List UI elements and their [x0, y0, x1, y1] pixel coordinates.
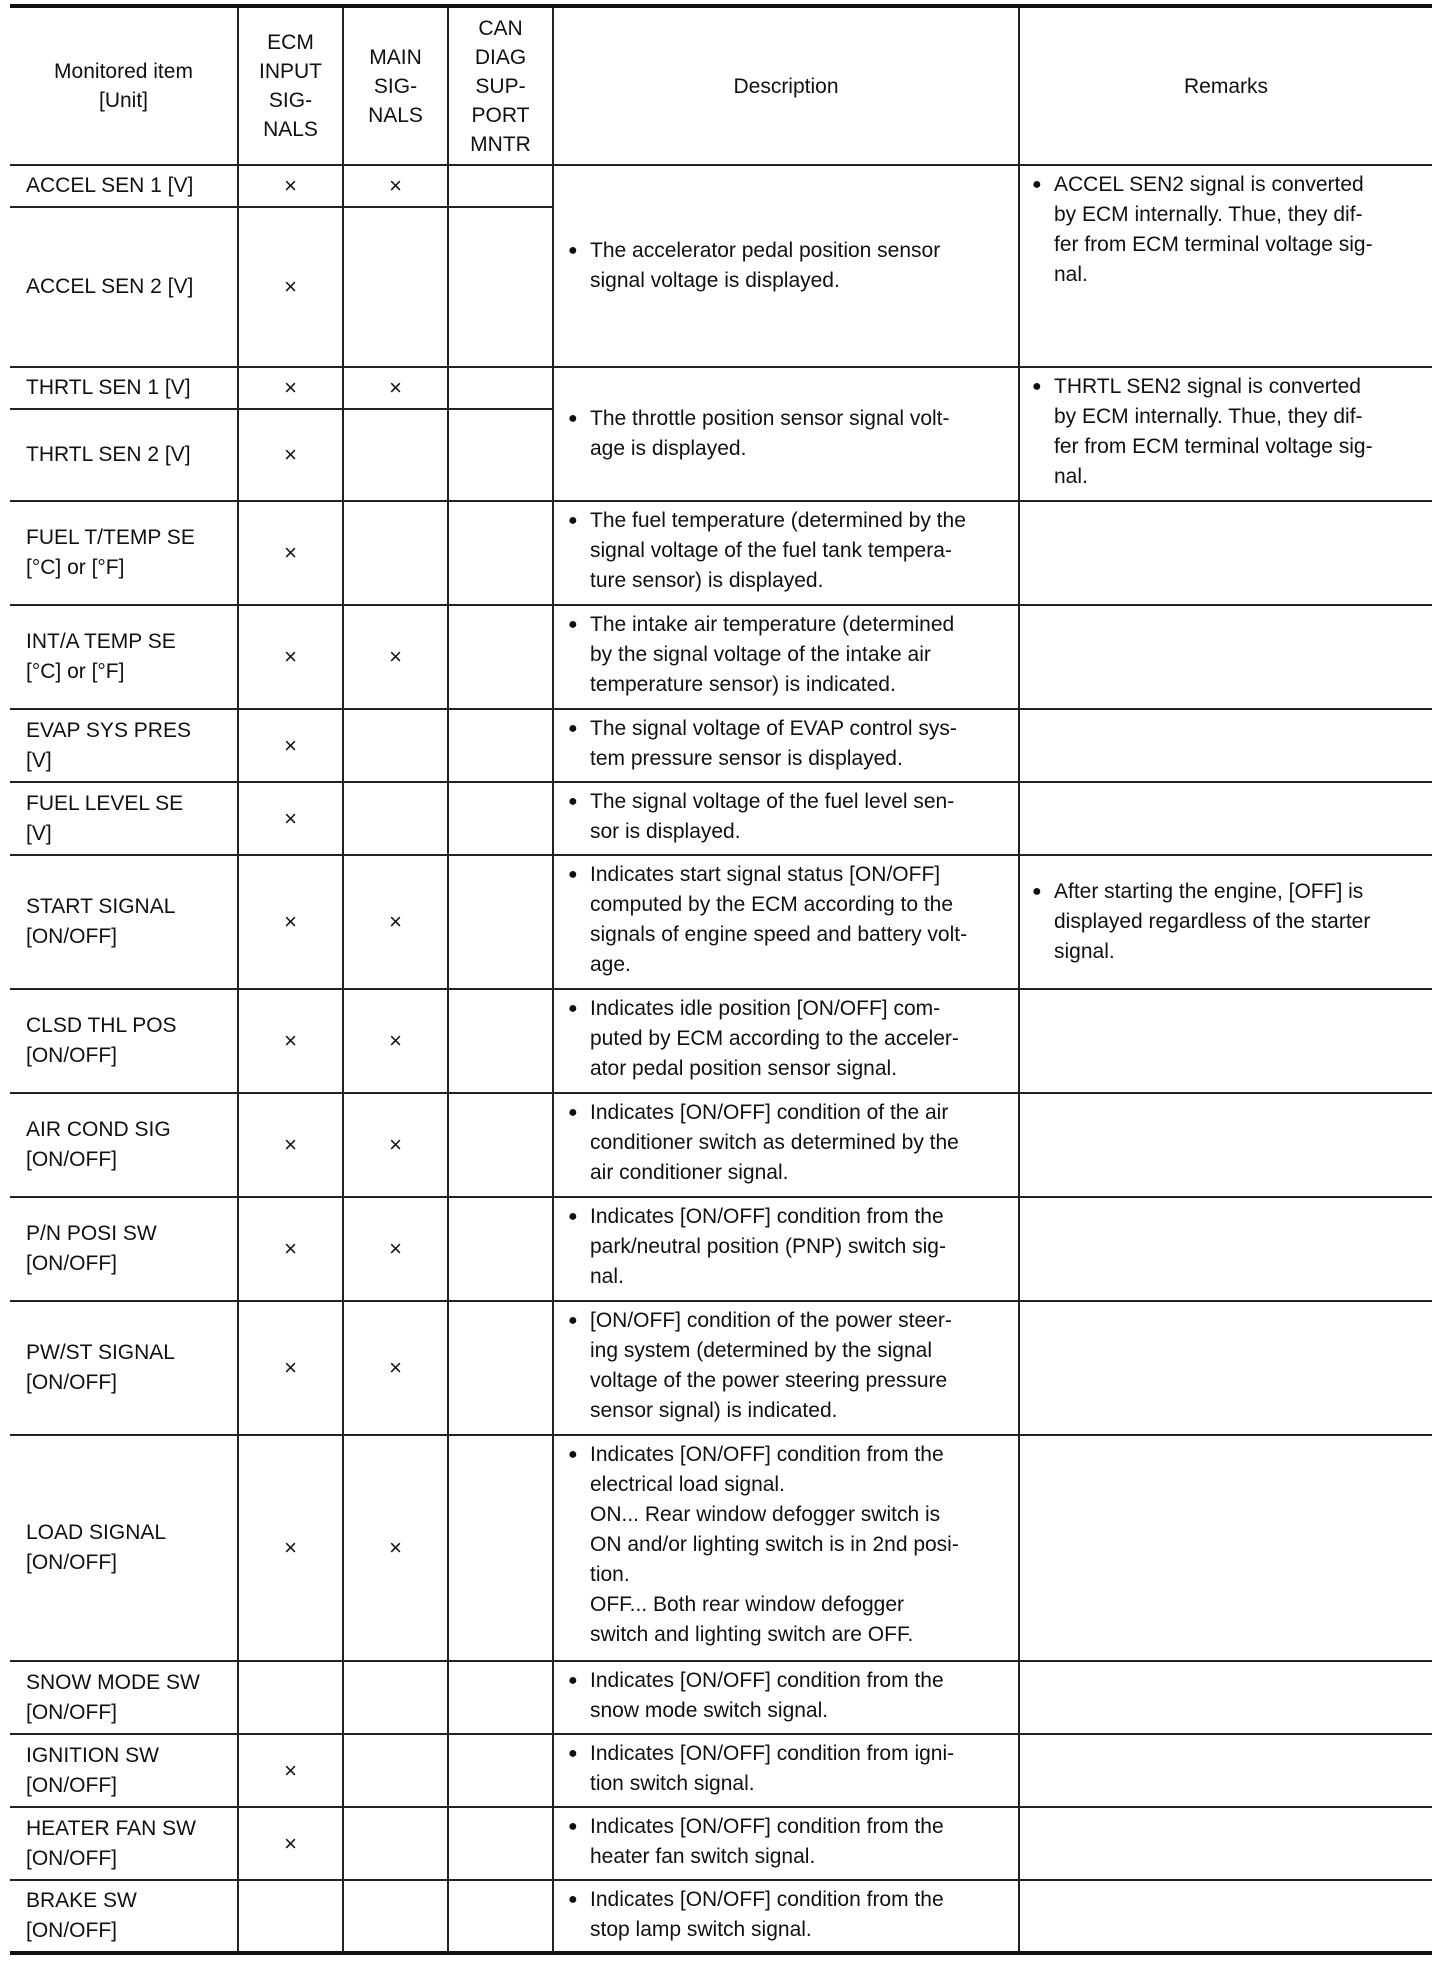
remarks-cell [1019, 709, 1432, 782]
text-line: age is displayed. [590, 437, 747, 460]
text-line: The accelerator pedal position sensor [590, 239, 941, 262]
text-line: fer from ECM terminal voltage sig- [1054, 435, 1373, 458]
main-signal-cell [343, 709, 448, 782]
description-cell [553, 501, 1019, 605]
ecm-input-cell [238, 1880, 343, 1953]
bullet-icon: ● [568, 1818, 578, 1835]
text-line: stop lamp switch signal. [590, 1918, 812, 1941]
bullet-item [568, 714, 1010, 774]
table-row [10, 1435, 1432, 1661]
table-row [10, 1734, 1432, 1807]
header-line: [Unit] [98, 89, 148, 112]
bullet-text [590, 506, 1010, 596]
main-signal-cell: × [343, 165, 448, 207]
bullet-text [590, 1440, 1010, 1650]
item-line: ACCEL SEN 1 [V] [26, 174, 194, 197]
bullet-item [1032, 372, 1424, 492]
can-diag-cell [448, 207, 553, 367]
text-line: nal. [1054, 465, 1088, 488]
ecm-input-cell: × [238, 409, 343, 501]
header-main-signals [343, 6, 448, 165]
text-line: Indicates [ON/OFF] condition from the [590, 1443, 944, 1466]
header-line: CAN [478, 16, 523, 40]
text-line: computed by the ECM according to the [590, 893, 954, 916]
bullet-item [568, 1440, 1010, 1650]
table-row [10, 605, 1432, 709]
bullet-icon: ● [1032, 378, 1042, 395]
can-diag-cell [448, 855, 553, 989]
main-signal-cell [343, 409, 448, 501]
remarks-cell [1019, 367, 1432, 501]
text-line: THRTL SEN2 signal is converted [1054, 375, 1361, 398]
item-line: [ON/OFF] [26, 925, 117, 948]
description-cell [553, 1197, 1019, 1301]
item-line: BRAKE SW [26, 1889, 137, 1912]
bullet-item [568, 1098, 1010, 1188]
main-signal-cell [343, 207, 448, 367]
text-line: heater fan switch signal. [590, 1845, 816, 1868]
remarks-cell [1019, 1301, 1432, 1435]
text-line: conditioner switch as determined by the [590, 1131, 959, 1154]
main-signal-cell [343, 1734, 448, 1807]
ecm-input-cell: × [238, 1734, 343, 1807]
main-signal-cell: × [343, 1301, 448, 1435]
can-diag-cell [448, 989, 553, 1093]
ecm-input-cell: × [238, 1807, 343, 1880]
table-row [10, 1093, 1432, 1197]
header-monitored-item [10, 6, 238, 165]
ecm-input-cell: × [238, 207, 343, 367]
bullet-item [568, 1739, 1010, 1799]
text-line: ture sensor) is displayed. [590, 569, 824, 592]
item-cell [10, 1435, 238, 1661]
description-cell [553, 1661, 1019, 1734]
main-signal-cell: × [343, 1197, 448, 1301]
item-cell [10, 1093, 238, 1197]
header-line: MAIN [369, 45, 422, 69]
text-line: ON... Rear window defogger switch is [590, 1503, 941, 1526]
text-line: [ON/OFF] condition of the power steer- [590, 1309, 952, 1332]
text-line: Indicates idle position [ON/OFF] com- [590, 997, 941, 1020]
text-line: Indicates [ON/OFF] condition from igni- [590, 1742, 955, 1765]
text-line: The intake air temperature (determined [590, 613, 955, 636]
text-line: ACCEL SEN2 signal is converted [1054, 173, 1364, 196]
text-line: signals of engine speed and battery volt- [590, 923, 968, 946]
can-diag-cell [448, 1093, 553, 1197]
item-line: [ON/OFF] [26, 1700, 117, 1724]
text-line: signal voltage of the fuel tank tempera- [590, 539, 952, 562]
main-signal-cell [343, 501, 448, 605]
header-remarks: Remarks [1019, 6, 1432, 165]
description-cell [553, 165, 1019, 367]
item-cell [10, 1880, 238, 1953]
ecm-input-cell: × [238, 501, 343, 605]
item-line: START SIGNAL [26, 895, 176, 918]
table-row [10, 501, 1432, 605]
table-row [10, 165, 1432, 207]
text-line: age. [590, 953, 631, 976]
item-cell [10, 782, 238, 855]
bullet-icon: ● [568, 1745, 578, 1762]
item-line: INT/A TEMP SE [26, 630, 176, 653]
ecm-input-cell: × [238, 1435, 343, 1661]
text-line: The signal voltage of EVAP control sys- [590, 717, 957, 740]
header-description: Description [553, 6, 1019, 165]
bullet-icon: ● [1032, 883, 1042, 900]
header-line: INPUT [259, 60, 322, 83]
text-line: sor is displayed. [590, 820, 741, 843]
main-signal-cell: × [343, 1093, 448, 1197]
bullet-item [568, 1202, 1010, 1292]
text-line: by ECM internally. Thue, they dif- [1054, 405, 1363, 428]
bullet-item [568, 1666, 1010, 1726]
bullet-item [568, 236, 1010, 296]
main-signal-cell: × [343, 855, 448, 989]
main-signal-cell [343, 1661, 448, 1734]
header-line: SIG- [268, 89, 313, 112]
can-diag-cell [448, 782, 553, 855]
main-signal-cell: × [343, 605, 448, 709]
ecm-input-cell: × [238, 855, 343, 989]
header-line: MNTR [470, 132, 531, 156]
item-cell [10, 207, 238, 367]
item-line: [ON/OFF] [26, 1371, 117, 1394]
bullet-text [590, 610, 1010, 700]
item-line: LOAD SIGNAL [26, 1521, 167, 1544]
item-line: [ON/OFF] [26, 1044, 117, 1067]
remarks-cell [1019, 1807, 1432, 1880]
ecm-input-cell: × [238, 605, 343, 709]
table-row [10, 1807, 1432, 1880]
main-signal-cell [343, 1880, 448, 1953]
can-diag-cell [448, 709, 553, 782]
remarks-cell [1019, 1093, 1432, 1197]
can-diag-cell [448, 501, 553, 605]
text-line: Indicates [ON/OFF] condition of the air [590, 1101, 949, 1124]
main-signal-cell: × [343, 989, 448, 1093]
bullet-icon: ● [568, 1446, 578, 1463]
item-cell [10, 709, 238, 782]
bullet-icon: ● [568, 410, 578, 427]
item-cell [10, 367, 238, 409]
bullet-item [568, 1885, 1010, 1945]
bullet-icon: ● [568, 1891, 578, 1908]
item-line: [ON/OFF] [26, 1252, 117, 1275]
can-diag-cell [448, 165, 553, 207]
text-line: puted by ECM according to the acceler- [590, 1027, 959, 1050]
item-cell [10, 1301, 238, 1435]
can-diag-cell [448, 1880, 553, 1953]
ecm-input-cell: × [238, 1093, 343, 1197]
item-line: FUEL LEVEL SE [26, 791, 184, 815]
text-line: by the signal voltage of the intake air [590, 643, 931, 666]
item-cell [10, 501, 238, 605]
description-cell [553, 1880, 1019, 1953]
ecm-input-cell: × [238, 989, 343, 1093]
item-line: [V] [26, 821, 52, 845]
text-line: The fuel temperature (determined by the [590, 509, 966, 532]
header-line: SUP- [475, 74, 526, 98]
bullet-item [568, 1812, 1010, 1872]
text-line: fer from ECM terminal voltage sig- [1054, 233, 1373, 256]
item-line: [°C] or [°F] [26, 556, 125, 579]
bullet-item [1032, 877, 1424, 967]
table-row [10, 367, 1432, 409]
description-cell [553, 605, 1019, 709]
bullet-text [1054, 170, 1424, 290]
bullet-text [590, 1306, 1010, 1426]
description-cell [553, 855, 1019, 989]
text-line: temperature sensor) is indicated. [590, 673, 896, 696]
bullet-icon: ● [568, 720, 578, 737]
description-cell [553, 1807, 1019, 1880]
text-line: by ECM internally. Thue, they dif- [1054, 203, 1363, 226]
ecm-input-cell [238, 1661, 343, 1734]
table-row [10, 989, 1432, 1093]
table-row [10, 1197, 1432, 1301]
item-line: [ON/OFF] [26, 1919, 117, 1942]
remarks-cell [1019, 1435, 1432, 1661]
text-line: The signal voltage of the fuel level sen- [590, 790, 955, 813]
item-cell [10, 605, 238, 709]
table-row [10, 1880, 1432, 1953]
ecm-input-cell: × [238, 367, 343, 409]
header-ecm-input-signals [238, 6, 343, 165]
remarks-cell [1019, 1197, 1432, 1301]
item-line: [ON/OFF] [26, 1773, 117, 1797]
text-line: The throttle position sensor signal volt- [590, 407, 950, 430]
text-line: OFF... Both rear window defogger [590, 1593, 904, 1616]
table-row [10, 1661, 1432, 1734]
item-line: SNOW MODE SW [26, 1670, 200, 1694]
item-line: FUEL T/TEMP SE [26, 526, 195, 549]
ecm-input-cell: × [238, 165, 343, 207]
bullet-item [1032, 170, 1424, 290]
bullet-text [1054, 372, 1424, 492]
can-diag-cell [448, 1734, 553, 1807]
bullet-text [590, 1098, 1010, 1188]
item-line: EVAP SYS PRES [26, 718, 191, 742]
item-cell [10, 1734, 238, 1807]
item-cell [10, 1197, 238, 1301]
main-signal-cell [343, 1807, 448, 1880]
text-line: switch and lighting switch are OFF. [590, 1623, 914, 1646]
remarks-cell [1019, 605, 1432, 709]
ecm-input-cell: × [238, 709, 343, 782]
bullet-text [590, 1885, 1010, 1945]
bullet-text [590, 714, 1010, 774]
text-line: tion switch signal. [590, 1772, 755, 1795]
text-line: Indicates [ON/OFF] condition from the [590, 1669, 944, 1692]
bullet-item [568, 506, 1010, 596]
bullet-icon: ● [568, 1312, 578, 1329]
header-line: DIAG [474, 45, 527, 69]
text-line: air conditioner signal. [590, 1161, 789, 1184]
can-diag-cell [448, 409, 553, 501]
text-line: ing system (determined by the signal [590, 1339, 932, 1362]
text-line: nal. [1054, 263, 1088, 286]
can-diag-cell [448, 1301, 553, 1435]
header-line: PORT [471, 103, 530, 127]
item-line: PW/ST SIGNAL [26, 1341, 175, 1364]
item-line: ACCEL SEN 2 [V] [26, 275, 194, 298]
remarks-cell [1019, 501, 1432, 605]
text-line: Indicates start signal status [ON/OFF] [590, 863, 941, 886]
text-line: voltage of the power steering pressure [590, 1369, 948, 1392]
item-line: [ON/OFF] [26, 1846, 117, 1870]
header-line: SIG- [373, 74, 418, 98]
bullet-text [590, 1202, 1010, 1292]
bullet-item [568, 610, 1010, 700]
monitored-items-table [10, 4, 1432, 1955]
bullet-icon: ● [568, 616, 578, 633]
table-row [10, 855, 1432, 989]
table-row [10, 1301, 1432, 1435]
text-line: ON and/or lighting switch is in 2nd posi- [590, 1533, 959, 1556]
can-diag-cell [448, 1435, 553, 1661]
bullet-text [590, 1812, 1010, 1872]
item-line: [ON/OFF] [26, 1551, 117, 1574]
text-line: ator pedal position sensor signal. [590, 1057, 898, 1080]
item-line: [ON/OFF] [26, 1148, 117, 1171]
can-diag-cell [448, 1197, 553, 1301]
item-line: [°C] or [°F] [26, 660, 125, 683]
table-row [10, 709, 1432, 782]
item-line: [V] [26, 748, 52, 772]
bullet-item [568, 1306, 1010, 1426]
item-line: AIR COND SIG [26, 1118, 171, 1141]
item-cell [10, 165, 238, 207]
remarks-cell [1019, 1880, 1432, 1953]
text-line: displayed regardless of the starter [1054, 910, 1371, 933]
ecm-input-cell: × [238, 1197, 343, 1301]
header-line: ECM [267, 31, 314, 54]
text-line: Indicates [ON/OFF] condition from the [590, 1205, 944, 1228]
header-line: NALS [263, 118, 318, 141]
bullet-icon: ● [568, 1208, 578, 1225]
main-signal-cell [343, 782, 448, 855]
can-diag-cell [448, 1807, 553, 1880]
item-cell [10, 1807, 238, 1880]
bullet-item [568, 994, 1010, 1084]
can-diag-cell [448, 605, 553, 709]
item-line: THRTL SEN 1 [V] [26, 376, 191, 399]
text-line: nal. [590, 1265, 624, 1288]
ecm-input-cell: × [238, 782, 343, 855]
remarks-cell [1019, 989, 1432, 1093]
description-cell [553, 1435, 1019, 1661]
remarks-cell [1019, 165, 1432, 367]
can-diag-cell [448, 1661, 553, 1734]
description-cell [553, 1301, 1019, 1435]
bullet-text [590, 994, 1010, 1084]
bullet-item [568, 404, 1010, 464]
bullet-icon: ● [568, 1104, 578, 1121]
text-line: signal voltage is displayed. [590, 269, 840, 292]
bullet-item [568, 787, 1010, 847]
description-cell [553, 1734, 1019, 1807]
bullet-text [590, 787, 1010, 847]
remarks-cell [1019, 782, 1432, 855]
spec-table-page [10, 4, 1432, 1955]
text-line: tion. [590, 1563, 630, 1586]
item-line: IGNITION SW [26, 1743, 159, 1767]
bullet-text [590, 236, 1010, 296]
header-line: Monitored item [54, 60, 193, 83]
bullet-icon: ● [568, 242, 578, 259]
bullet-item [568, 860, 1010, 980]
description-cell [553, 1093, 1019, 1197]
item-cell [10, 989, 238, 1093]
remarks-cell [1019, 1661, 1432, 1734]
text-line: electrical load signal. [590, 1473, 785, 1496]
item-cell [10, 1661, 238, 1734]
remarks-cell [1019, 1734, 1432, 1807]
bullet-icon: ● [568, 512, 578, 529]
item-cell [10, 409, 238, 501]
bullet-icon: ● [568, 1000, 578, 1017]
item-line: P/N POSI SW [26, 1222, 157, 1245]
text-line: sensor signal) is indicated. [590, 1399, 838, 1422]
description-cell [553, 367, 1019, 501]
bullet-text [1054, 877, 1424, 967]
bullet-text [590, 1666, 1010, 1726]
item-line: CLSD THL POS [26, 1014, 177, 1037]
description-cell [553, 782, 1019, 855]
bullet-text [590, 404, 1010, 464]
main-signal-cell: × [343, 1435, 448, 1661]
item-cell [10, 855, 238, 989]
text-line: snow mode switch signal. [590, 1699, 829, 1722]
text-line: signal. [1054, 940, 1115, 963]
table-row [10, 782, 1432, 855]
remarks-cell [1019, 855, 1432, 989]
main-signal-cell: × [343, 367, 448, 409]
text-line: tem pressure sensor is displayed. [590, 747, 903, 770]
description-cell [553, 709, 1019, 782]
text-line: park/neutral position (PNP) switch sig- [590, 1235, 946, 1258]
can-diag-cell [448, 367, 553, 409]
bullet-text [590, 1739, 1010, 1799]
header-can-diag-support-mntr [448, 6, 553, 165]
bullet-icon: ● [568, 793, 578, 810]
text-line: Indicates [ON/OFF] condition from the [590, 1888, 944, 1911]
bullet-icon: ● [568, 1672, 578, 1689]
item-line: THRTL SEN 2 [V] [26, 443, 191, 466]
bullet-icon: ● [1032, 176, 1042, 193]
bullet-icon: ● [568, 866, 578, 883]
header-line: NALS [368, 103, 423, 127]
ecm-input-cell: × [238, 1301, 343, 1435]
header-row [10, 6, 1432, 165]
text-line: Indicates [ON/OFF] condition from the [590, 1815, 944, 1838]
item-line: HEATER FAN SW [26, 1816, 196, 1840]
text-line: After starting the engine, [OFF] is [1054, 880, 1364, 903]
bullet-text [590, 860, 1010, 980]
description-cell [553, 989, 1019, 1093]
